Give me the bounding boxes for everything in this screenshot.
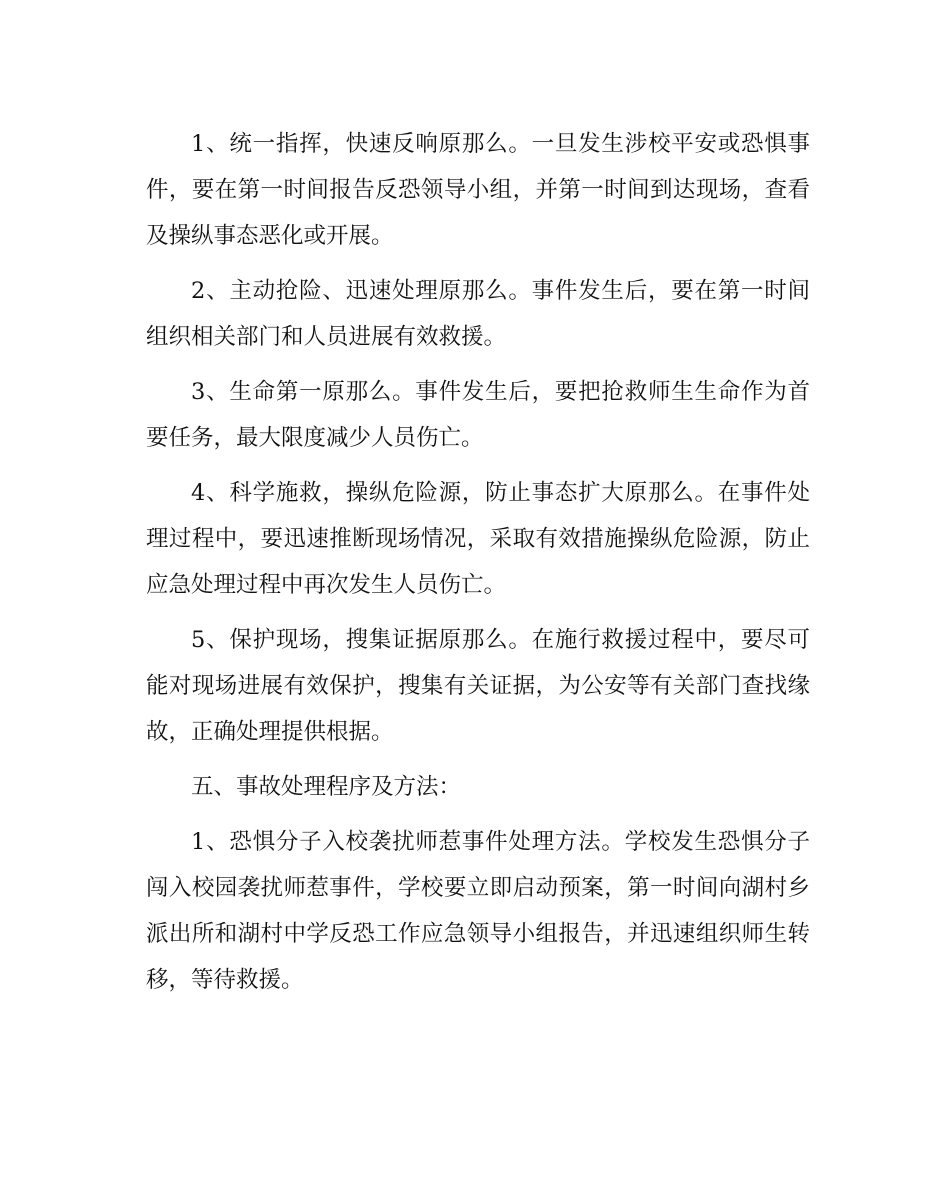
principle-paragraph-1: 1、统一指挥，快速反响原那么。一旦发生涉校平安或恐惧事件，要在第一时间报告反恐领导小组，并第一时间到达现场，查看及操纵事态恶化或开展。: [146, 131, 810, 249]
principle-paragraph-2: 2、主动抢险、迅速处理原那么。事件发生后，要在第一时间组织相关部门和人员进展有效救援。: [146, 278, 810, 350]
principle-paragraph-4: 4、科学施救，操纵危险源，防止事态扩大原那么。在事件处理过程中，要迅速推断现场情况，采取有效措施操纵危险源，防止应急处理过程中再次发生人员伤亡。: [146, 480, 810, 598]
procedure-paragraph-1: 1、恐惧分子入校袭扰师惹事件处理方法。学校发生恐惧分子闯入校园袭扰师惹事件，学校要立即启动预案，第一时间向湖村乡派出所和湖村中学反恐工作应急领导小组报告，并迅速组织师生转移，等待救援。: [146, 829, 810, 993]
section-heading: 五、事故处理程序及方法：: [191, 774, 462, 800]
document-body: [146, 121, 810, 1003]
principle-paragraph-3: 3、生命第一原那么。事件发生后，要把抢救师生生命作为首要任务，最大限度减少人员伤亡。: [146, 379, 810, 451]
principle-paragraph-5: 5、保护现场，搜集证据原那么。在施行救援过程中，要尽可能对现场进展有效保护，搜集有关证据，为公安等有关部门查找缘故，正确处理提供根据。: [146, 627, 810, 745]
